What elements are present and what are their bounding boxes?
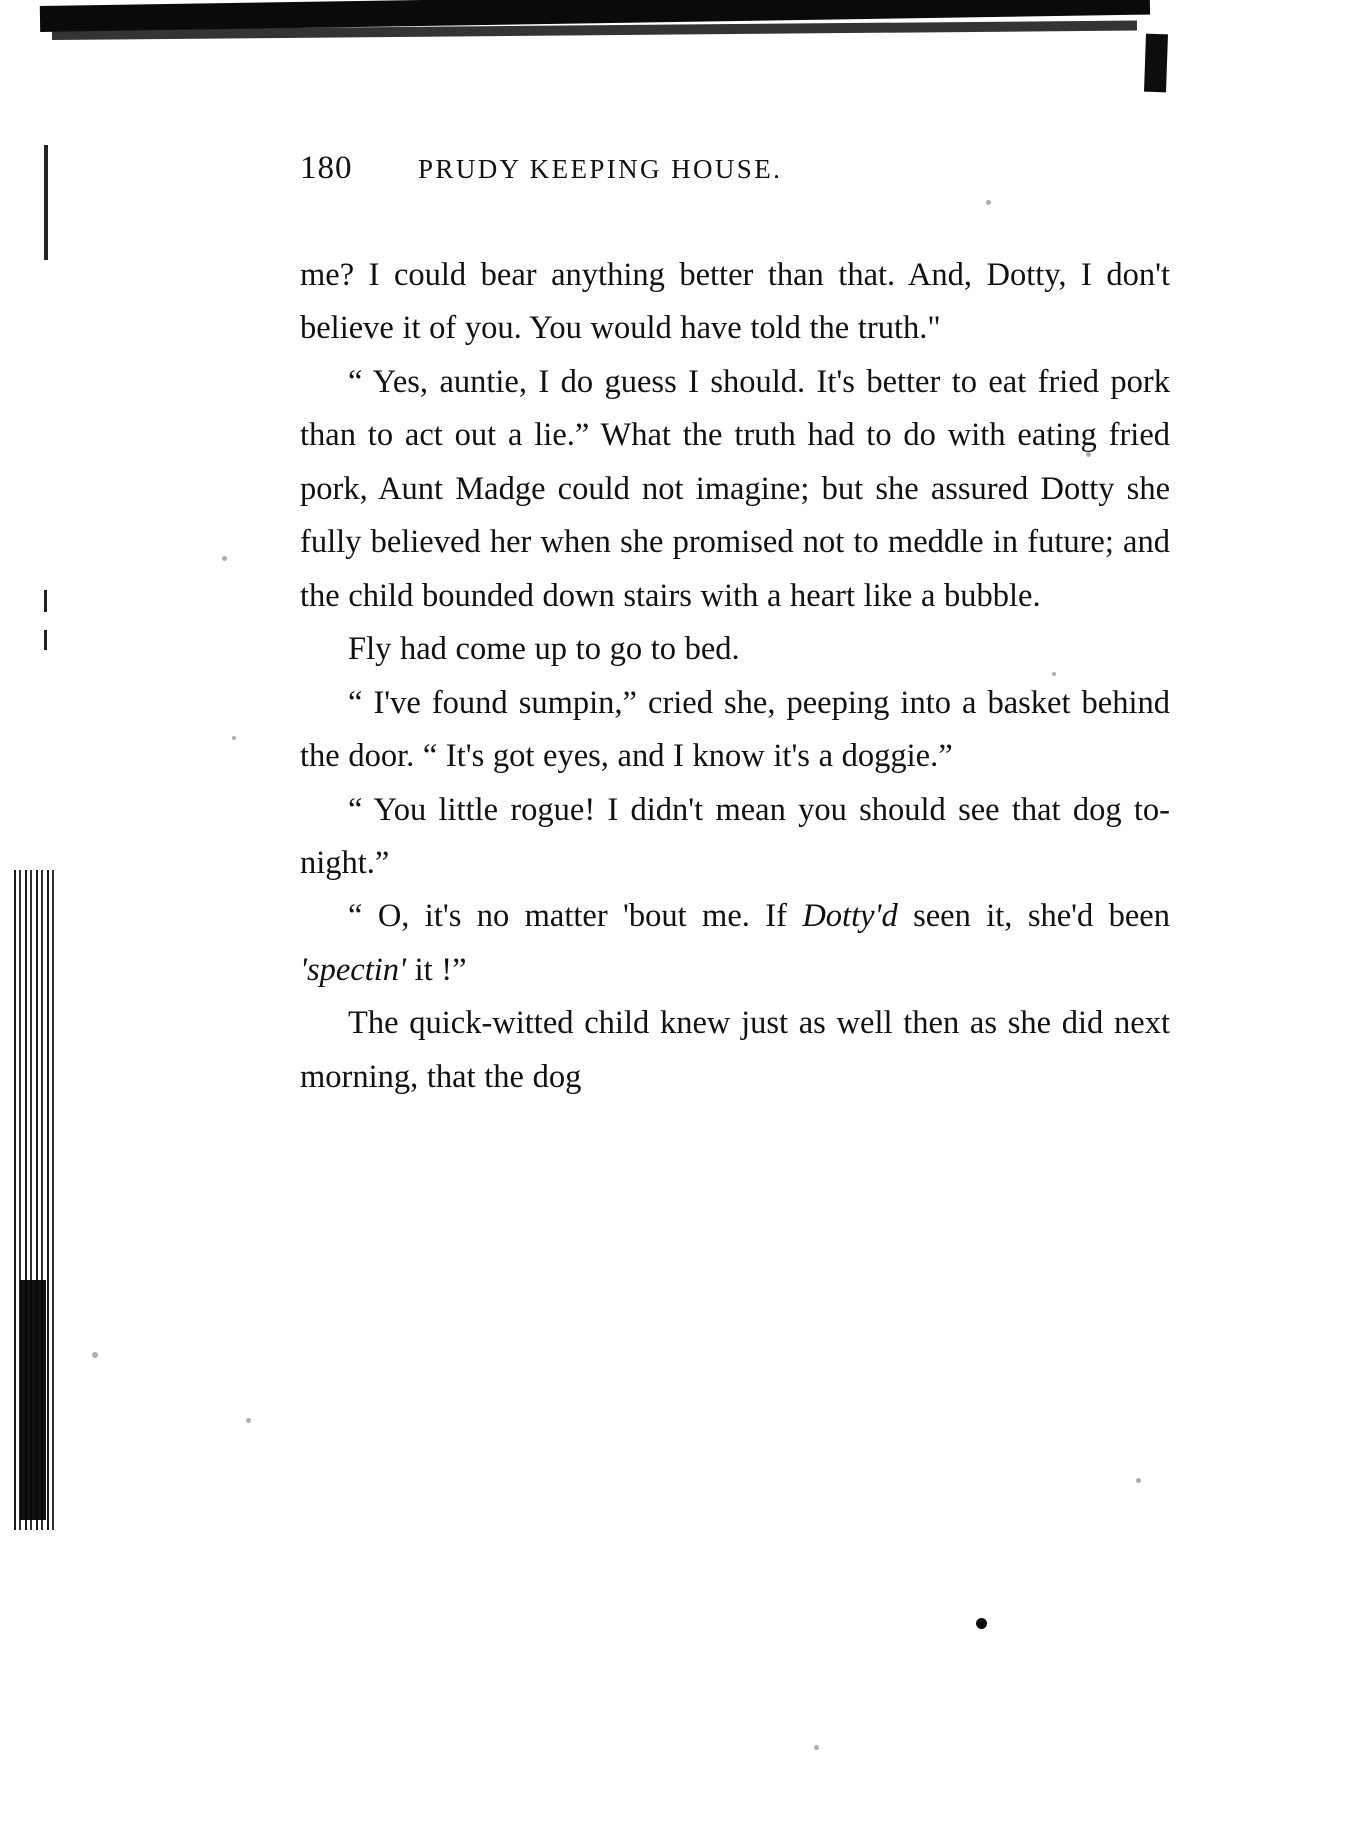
scan-speck: [1136, 1478, 1141, 1483]
paragraph: “ Yes, auntie, I do guess I should. It's better to eat fried pork than to act out a lie.” What the truth had to do with eating fried pork, Aunt Madge could not imagine; but she assured Dotty she fully believed her when she promised not to meddle in future; and the child bounded down stairs with a heart like a bubble.: [300, 363, 1170, 614]
scan-corner-artifact: [1144, 34, 1168, 93]
scan-speck: [246, 1418, 251, 1423]
paragraph-part: “ O, it's no matter 'bout me. If: [348, 898, 803, 935]
paragraph: “ You little rogue! I didn't mean you should see that dog to-night.”: [300, 791, 1170, 881]
scan-speck-mark: [44, 590, 47, 612]
paragraph-with-italics: [300, 890, 1170, 997]
paragraph: me? I could bear anything better than that. And, Dotty, I don't believe it of you. You would have told the truth.": [300, 257, 1170, 347]
scan-speck: [814, 1745, 819, 1750]
paragraph: Fly had come up to go to bed.: [348, 631, 740, 668]
paragraph: “ I've found sumpin,” cried she, peeping into a basket behind the door. “ It's got eyes, and I know it's a doggie.”: [300, 684, 1170, 775]
running-head-title: PRUDY KEEPING HOUSE.: [418, 154, 783, 184]
italic-word-dotty: Dotty'd: [802, 898, 898, 935]
running-head: [300, 150, 1170, 187]
paragraph: The quick-witted child knew just as well then as she did next morning, that the dog: [300, 1005, 1170, 1095]
paragraph-part: seen it, she'd been: [913, 898, 1170, 935]
scan-edge-artifact-left-lower: [20, 1280, 46, 1520]
ink-blot: [976, 1618, 987, 1629]
page-text-block: [300, 150, 1170, 1104]
italic-word-spectin: 'spectin': [300, 951, 406, 988]
paragraph-part: it !”: [405, 951, 467, 988]
scan-speck: [92, 1352, 98, 1358]
scan-speck-mark: [44, 145, 48, 260]
scan-speck: [222, 556, 227, 561]
page-number: 180: [300, 150, 353, 186]
scan-speck: [232, 736, 236, 740]
scan-speck-mark: [44, 630, 47, 650]
